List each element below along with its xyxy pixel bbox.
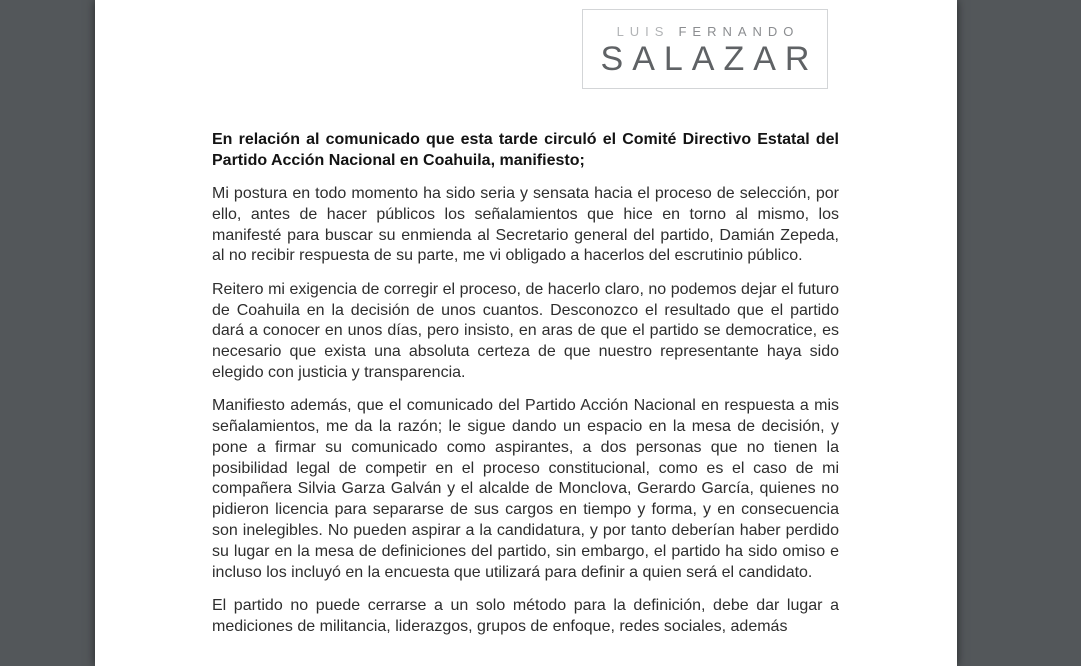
logo-last-name: SALAZAR: [600, 40, 819, 78]
statement-paragraph-4: El partido no puede cerrarse a un solo método para la definición, debe dar lugar a mediciones de militancia, liderazgos, grupos de enfoque, redes sociales, además: [212, 596, 839, 635]
statement-heading: En relación al comunicado que esta tarde circuló el Comité Directivo Estatal del Partido Acción Nacional en Coahuila, manifiesto;: [212, 131, 839, 169]
statement-paragraph-1: Mi postura en todo momento ha sido seria y sensata hacia el proceso de selección, por ello, antes de hacer públicos los señalamientos que hice en torno al mismo, los manifesté para buscar su enmienda al Secretario general del partido, Damián Zepeda, al no recibir respuesta de su parte, me vi obligado a hacerlos del escrutinio público.: [212, 185, 839, 265]
salazar-logo: [582, 9, 828, 89]
statement-text-block: [212, 130, 839, 650]
document-page: [95, 0, 957, 666]
statement-paragraph-3: Manifiesto además, que el comunicado del Partido Acción Nacional en respuesta a mis señalamientos, me da la razón; le sigue dando un espacio en la mesa de decisión, y pone a firmar su comunicado como aspirantes, a dos personas que no tienen la posibilidad legal de competir en el proceso constitucional, como es el caso de mi compañera Silvia Garza Galván y el alcalde de Monclova, Gerardo García, quienes no pidieron licencia para separarse de sus cargos en tiempo y forma, y en consecuencia son inelegibles. No pueden aspirar a la candidatura, y por tanto deberían haber perdido su lugar en la mesa de definiciones del partido, sin embargo, el partido ha sido omiso e incluso los incluyó en la encuesta que utilizará para definir a quien será el candidato.: [212, 397, 839, 581]
logo-first-name: LUIS: [616, 24, 670, 39]
logo-middle-name: FERNANDO: [678, 24, 800, 39]
logo-first-middle-name: [583, 24, 827, 39]
statement-paragraph-2: Reitero mi exigencia de corregir el proceso, de hacerlo claro, no podemos dejar el futuro de Coahuila en la decisión de unos cuantos. Desconozco el resultado que el partido dará a conocer en unos días, pero insisto, en aras de que el partido se democratice, es necesario que exista una absoluta certeza de que nuestro representante haya sido elegido con justicia y transparencia.: [212, 280, 839, 381]
